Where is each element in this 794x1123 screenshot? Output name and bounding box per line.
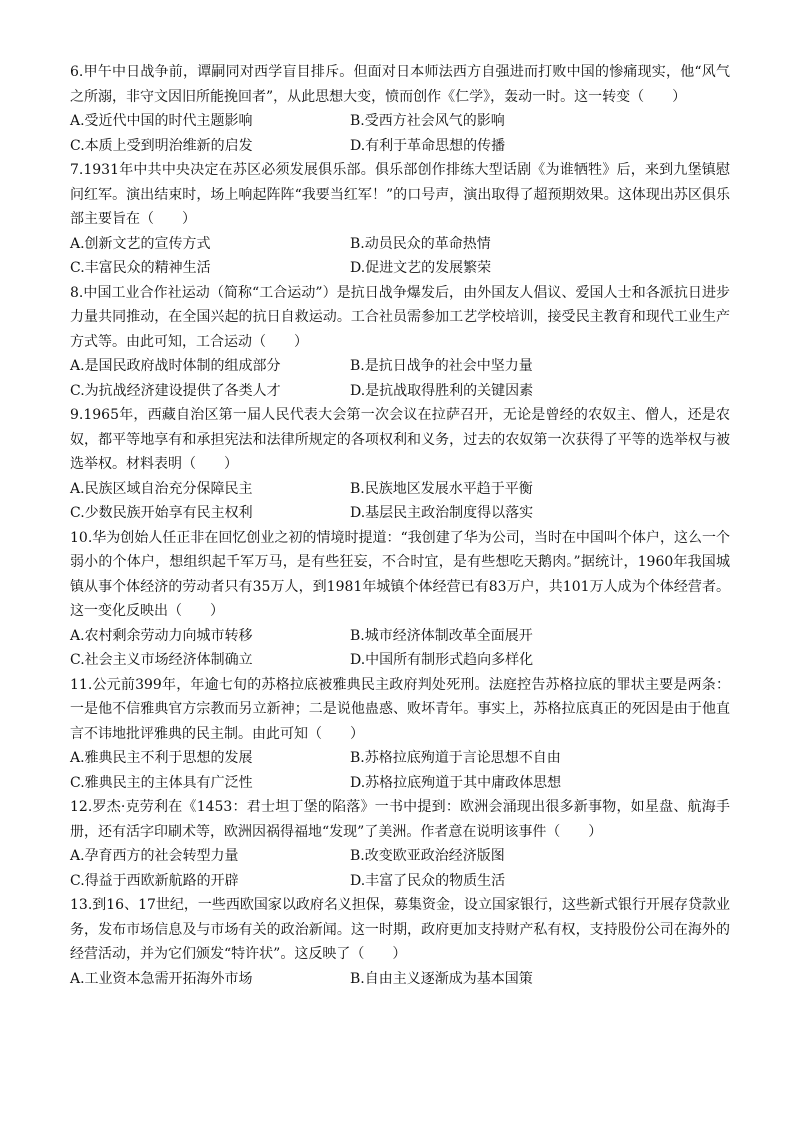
option-grid [70, 232, 730, 281]
option-c: C.雅典民主的主体具有广泛性 [70, 774, 253, 791]
option-d: D.有利于革命思想的传播 [350, 137, 506, 154]
option-a: A.孕育西方的社会转型力量 [70, 848, 239, 864]
question-stem: 11.公元前399年，年逾七旬的苏格拉底被雅典民主政府判处死刑。法庭控告苏格拉底的罪状主要是两条：一是他不信雅典官方宗教而另立新神；二是说他蛊惑、败坏青年。事实上，苏格拉底真正的死因是由于他直言不讳地批评雅典的民主制。由此可知（ ） [70, 676, 730, 742]
option-d: D.中国所有制形式趋向多样化 [350, 652, 534, 668]
option-c: C.本质上受到明治维新的启发 [70, 137, 253, 154]
option-a: A.农村剩余劳动力向城市转移 [70, 627, 253, 644]
question-6 [70, 60, 730, 158]
option-b: B.改变欧亚政治经济版图 [350, 848, 505, 864]
option-c: C.丰富民众的精神生活 [70, 260, 211, 276]
option-grid [70, 746, 730, 795]
option-c: C.得益于西欧新航路的开辟 [70, 872, 239, 889]
option-grid [70, 844, 730, 893]
question-13 [70, 893, 730, 991]
question-stem: 6.甲午中日战争前，谭嗣同对西学盲目排斥。但面对日本师法西方自强进而打败中国的惨痛现实，他“风气之所溺，非守文因旧所能挽回者”，从此思想大变，愤而创作《仁学》，轰动一时。这一转变（ ） [70, 64, 730, 105]
option-grid [70, 354, 730, 403]
option-d: D.丰富了民众的物质生活 [350, 872, 506, 889]
option-b: B.民族地区发展水平趋于平衡 [350, 480, 533, 497]
option-a: A.是国民政府战时体制的组成部分 [70, 358, 281, 374]
option-b: B.城市经济体制改革全面展开 [350, 627, 533, 644]
option-a: A.雅典民主不利于思想的发展 [70, 750, 253, 766]
option-d: D.促进文艺的发展繁荣 [350, 260, 492, 276]
option-b: B.是抗日战争的社会中坚力量 [350, 358, 533, 374]
option-grid [70, 477, 730, 526]
question-stem: 13.到16、17世纪，一些西欧国家以政府名义担保，募集资金，设立国家银行，这些新式银行开展存贷款业务，发布市场信息及与市场有关的政治新闻。这一时期，政府更加支持财产私有权，支持股份公司在海外的经营活动，并为它们颁发“特许状”。这反映了（ ） [70, 897, 730, 962]
question-8 [70, 281, 730, 404]
option-a: A.受近代中国的时代主题影响 [70, 113, 253, 129]
option-b: B.受西方社会风气的影响 [350, 113, 505, 129]
option-c: C.社会主义市场经济体制确立 [70, 652, 253, 668]
option-c: C.少数民族开始享有民主权利 [70, 505, 253, 521]
question-7 [70, 158, 730, 281]
option-b: B.苏格拉底殉道于言论思想不自由 [350, 750, 561, 766]
question-9 [70, 403, 730, 526]
option-d: D.基层民主政治制度得以落实 [350, 505, 534, 521]
option-a: A.工业资本急需开拓海外市场 [70, 970, 253, 987]
option-b: B.自由主义逐渐成为基本国策 [350, 970, 533, 987]
option-a: A.民族区域自治充分保障民主 [70, 480, 253, 497]
question-stem: 10.华为创始人任正非在回忆创业之初的情境时提道：“我创建了华为公司，当时在中国叫个体户，这么一个弱小的个体户，想组织起千军万马，是有些狂妄，不合时宜，是有些想吃天鹅肉。”据统计，1960年我国城镇从事个体经济的劳动者只有35万人，到1981年城镇个体经营已有83万户，共101万人成为个体经营者。这一变化反映出（ ） [70, 529, 730, 619]
question-11 [70, 673, 730, 796]
question-stem: 7.1931年中共中央决定在苏区必须发展俱乐部。俱乐部创作排练大型话剧《为谁牺牲》后，来到九堡镇慰问红军。演出结束时，场上响起阵阵“我要当红军！”的口号声，演出取得了超预期效果。这体现出苏区俱乐部主要旨在（ ） [70, 162, 730, 227]
option-c: C.为抗战经济建设提供了各类人才 [70, 382, 281, 399]
option-grid [70, 109, 730, 158]
option-grid [70, 624, 730, 673]
question-12 [70, 795, 730, 893]
option-a: A.创新文艺的宣传方式 [70, 235, 211, 252]
question-stem: 8.中国工业合作社运动（简称“工合运动”）是抗日战争爆发后，由外国友人倡议、爱国人士和各派抗日进步力量共同推动，在全国兴起的抗日自救运动。工合社员需参加工艺学校培训，接受民主教育和现代工业生产方式等。由此可知，工合运动（ ） [70, 284, 730, 350]
question-stem: 12.罗杰·克劳利在《1453：君士坦丁堡的陷落》一书中提到：欧洲会涌现出很多新事物，如星盘、航海手册，还有活字印刷术等，欧洲因祸得福地“发现”了美洲。作者意在说明该事件（ ） [70, 799, 730, 840]
option-d: D.是抗战取得胜利的关键因素 [350, 382, 534, 399]
option-grid [70, 967, 730, 992]
question-stem: 9.1965年，西藏自治区第一届人民代表大会第一次会议在拉萨召开，无论是曾经的农奴主、僧人，还是农奴，都平等地享有和承担宪法和法律所规定的各项权利和义务，过去的农奴第一次获得了平等的选举权与被选举权。材料表明（ ） [70, 407, 730, 472]
question-10 [70, 526, 730, 673]
exam-page [70, 60, 730, 991]
option-b: B.动员民众的革命热情 [350, 235, 491, 252]
option-d: D.苏格拉底殉道于其中庸政体思想 [350, 774, 562, 791]
